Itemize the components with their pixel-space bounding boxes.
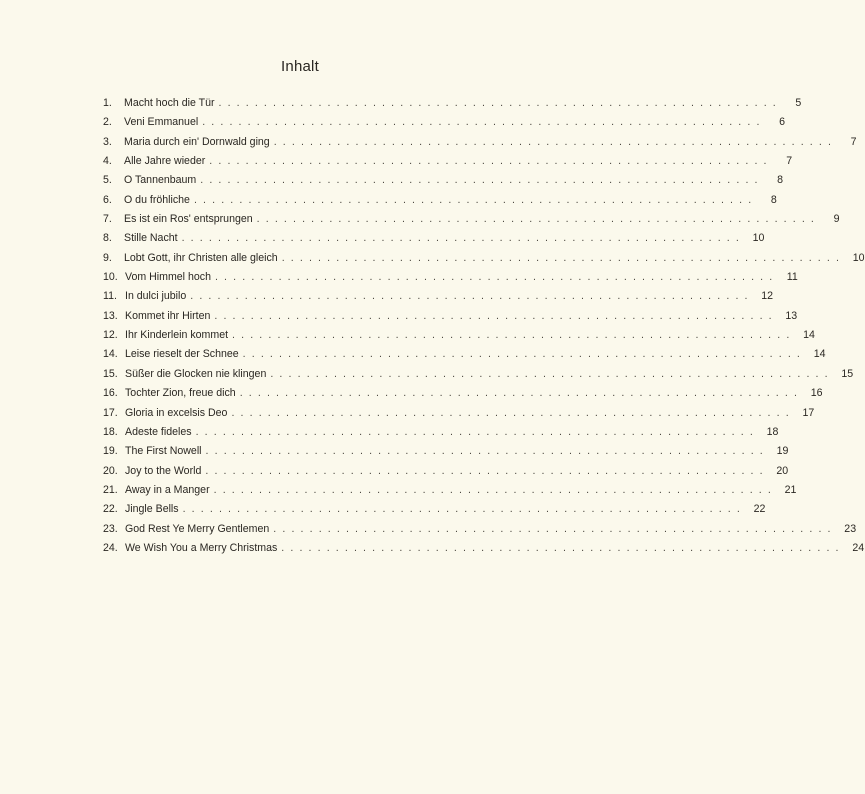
dot-leader: . . . . . . . . . . . . . . . . . . . . . . . . . . . . . . . . . . . . . . . . . . . . . . . . . . . . . . . . . . . . . . — [214, 271, 774, 284]
entry-title: Tochter Zion, freue dich — [125, 387, 236, 400]
entry-title: We Wish You a Merry Christmas — [125, 541, 278, 554]
dot-leader: . . . . . . . . . . . . . . . . . . . . . . . . . . . . . . . . . . . . . . . . . . . . . . . . . . . . . . . . . . . . . . — [190, 290, 750, 303]
entry-number: 17. — [103, 406, 118, 419]
entry-title: Lobt Gott, ihr Christen alle gleich — [124, 251, 278, 264]
entry-number: 19. — [103, 445, 118, 458]
toc-entry — [103, 503, 766, 522]
entry-title: Away in a Manger — [125, 483, 210, 496]
entry-number: 18. — [103, 425, 118, 438]
dot-leader: . . . . . . . . . . . . . . . . . . . . . . . . . . . . . . . . . . . . . . . . . . . . . . . . . . . . . . . . . . . . . . — [232, 329, 791, 342]
entry-number: 6. — [103, 193, 112, 206]
entry-title: The First Nowell — [125, 445, 202, 458]
entry-number: 7. — [103, 213, 112, 226]
entry-number: 3. — [103, 135, 112, 148]
entry-page-number: 7 — [850, 135, 857, 148]
dot-leader: . . . . . . . . . . . . . . . . . . . . . . . . . . . . . . . . . . . . . . . . . . . . . . . . . . . . . . . . . . . . . . — [195, 425, 755, 438]
entry-number: 15. — [103, 367, 118, 380]
dot-leader: . . . . . . . . . . . . . . . . . . . . . . . . . . . . . . . . . . . . . . . . . . . . . . . . . . . . . . . . . . . . . . — [193, 193, 753, 206]
entry-title: Macht hoch die Tür — [124, 97, 215, 109]
dot-leader: . . . . . . . . . . . . . . . . . . . . . . . . . . . . . . . . . . . . . . . . . . . . . . . . . . . . . . . . . . . . . . — [213, 483, 773, 496]
entry-page-number: 16 — [810, 387, 823, 400]
entry-number: 22. — [103, 503, 118, 516]
toc-entry — [103, 425, 779, 445]
entry-page-number: 21 — [784, 483, 797, 496]
entry-title: O Tannenbaum — [124, 174, 197, 187]
toc-entry — [103, 348, 826, 367]
entry-page-number: 15 — [841, 367, 854, 380]
entry-number: 14. — [103, 348, 118, 361]
entry-title: Adeste fideles — [125, 425, 192, 438]
toc-entry — [103, 290, 774, 309]
dot-leader: . . . . . . . . . . . . . . . . . . . . . . . . . . . . . . . . . . . . . . . . . . . . . . . . . . . . . . . . . . . . . . — [256, 213, 816, 226]
entry-number: 24. — [103, 541, 118, 554]
entry-page-number: 11 — [786, 271, 798, 284]
entry-page-number: 12 — [761, 290, 774, 303]
entry-number: 5. — [103, 174, 112, 187]
entry-page-number: 22 — [753, 503, 766, 516]
entry-page-number: 13 — [785, 309, 798, 322]
dot-leader: . . . . . . . . . . . . . . . . . . . . . . . . . . . . . . . . . . . . . . . . . . . . . . . . . . . . . . . . . . . . . . — [270, 367, 830, 380]
dot-leader: . . . . . . . . . . . . . . . . . . . . . . . . . . . . . . . . . . . . . . . . . . . . . . . . . . . . . . . . . . . . . . — [202, 116, 762, 129]
toc-entry — [103, 445, 789, 464]
toc-entry — [103, 367, 854, 387]
toc-entry — [103, 135, 857, 155]
entry-page-number: 17 — [802, 406, 815, 419]
toc-entry — [103, 522, 857, 542]
toc-entry — [103, 329, 815, 348]
entry-title: Leise rieselt der Schnee — [125, 348, 239, 361]
entry-number: 12. — [103, 329, 118, 342]
entry-page-number: 10 — [752, 232, 765, 245]
toc-entry — [103, 97, 802, 116]
entry-title: Jingle Bells — [125, 503, 179, 516]
dot-leader: . . . . . . . . . . . . . . . . . . . . . . . . . . . . . . . . . . . . . . . . . . . . . . . . . . . . . . . . . . . . . . — [242, 348, 802, 361]
entry-page-number: 19 — [776, 445, 789, 458]
dot-leader: . . . . . . . . . . . . . . . . . . . . . . . . . . . . . . . . . . . . . . . . . . . . . . . . . . . . . . . . . . . . . . — [273, 522, 833, 535]
dot-leader: . . . . . . . . . . . . . . . . . . . . . . . . . . . . . . . . . . . . . . . . . . . . . . . . . . . . . . . . . . . . . . — [182, 503, 742, 516]
entry-page-number: 14 — [803, 329, 815, 342]
toc-entry — [103, 271, 798, 290]
entry-page-number: 10 — [852, 251, 865, 264]
toc-entry — [103, 232, 765, 251]
entry-title: Kommet ihr Hirten — [125, 309, 211, 322]
toc-entry — [103, 387, 823, 406]
entry-number: 21. — [103, 483, 118, 496]
entry-number: 13. — [103, 309, 118, 322]
entry-title: In dulci jubilo — [125, 290, 187, 303]
entry-page-number: 23 — [844, 522, 857, 535]
entry-title: Maria durch ein' Dornwald ging — [124, 135, 270, 148]
entry-number: 20. — [103, 464, 118, 477]
entry-title: God Rest Ye Merry Gentlemen — [125, 522, 270, 535]
entry-page-number: 14 — [813, 348, 826, 361]
dot-leader: . . . . . . . . . . . . . . . . . . . . . . . . . . . . . . . . . . . . . . . . . . . . . . . . . . . . . . . . . . . . . . — [281, 251, 841, 264]
entry-page-number: 20 — [776, 464, 789, 477]
dot-leader: . . . . . . . . . . . . . . . . . . . . . . . . . . . . . . . . . . . . . . . . . . . . . . . . . . . . . . . . . . . . . . — [209, 155, 769, 168]
toc-entry — [103, 541, 865, 561]
entry-page-number: 8 — [770, 193, 777, 206]
entry-title: Alle Jahre wieder — [124, 155, 206, 168]
toc-entry — [103, 309, 798, 329]
toc-entry — [103, 213, 840, 232]
dot-leader: . . . . . . . . . . . . . . . . . . . . . . . . . . . . . . . . . . . . . . . . . . . . . . . . . . . . . . . . . . . . . . — [218, 97, 778, 109]
entry-number: 1. — [103, 97, 112, 109]
toc-entry — [103, 155, 793, 174]
dot-leader: . . . . . . . . . . . . . . . . . . . . . . . . . . . . . . . . . . . . . . . . . . . . . . . . . . . . . . . . . . . . . . — [200, 174, 760, 187]
entry-page-number: 5 — [795, 97, 802, 109]
toc-entry — [103, 464, 789, 484]
page-title: Inhalt — [281, 58, 319, 75]
entry-title: Süßer die Glocken nie klingen — [125, 367, 267, 380]
dot-leader: . . . . . . . . . . . . . . . . . . . . . . . . . . . . . . . . . . . . . . . . . . . . . . . . . . . . . . . . . . . . . . — [205, 464, 765, 477]
entry-title: Vom Himmel hoch — [125, 271, 211, 284]
dot-leader: . . . . . . . . . . . . . . . . . . . . . . . . . . . . . . . . . . . . . . . . . . . . . . . . . . . . . . . . . . . . . . — [239, 387, 799, 400]
dot-leader: . . . . . . . . . . . . . . . . . . . . . . . . . . . . . . . . . . . . . . . . . . . . . . . . . . . . . . . . . . . . . . — [214, 309, 774, 322]
dot-leader: . . . . . . . . . . . . . . . . . . . . . . . . . . . . . . . . . . . . . . . . . . . . . . . . . . . . . . . . . . . . . . — [205, 445, 765, 458]
entry-page-number: 8 — [777, 174, 784, 187]
entry-title: Ihr Kinderlein kommet — [125, 329, 229, 342]
dot-leader: . . . . . . . . . . . . . . . . . . . . . . . . . . . . . . . . . . . . . . . . . . . . . . . . . . . . . . . . . . . . . . — [181, 232, 741, 245]
entry-title: Es ist ein Ros' entsprungen — [124, 213, 253, 226]
entry-number: 23. — [103, 522, 118, 535]
dot-leader: . . . . . . . . . . . . . . . . . . . . . . . . . . . . . . . . . . . . . . . . . . . . . . . . . . . . . . . . . . . . . . — [281, 541, 841, 554]
entry-page-number: 7 — [786, 155, 793, 168]
entry-title: Stille Nacht — [124, 232, 178, 245]
entry-title: O du fröhliche — [124, 193, 190, 206]
entry-page-number: 6 — [779, 116, 786, 129]
dot-leader: . . . . . . . . . . . . . . . . . . . . . . . . . . . . . . . . . . . . . . . . . . . . . . . . . . . . . . . . . . . . . . — [273, 135, 833, 148]
entry-title: Joy to the World — [125, 464, 202, 477]
dot-leader: . . . . . . . . . . . . . . . . . . . . . . . . . . . . . . . . . . . . . . . . . . . . . . . . . . . . . . . . . . . . . . — [231, 406, 791, 419]
entry-number: 4. — [103, 155, 112, 168]
entry-page-number: 24 — [852, 541, 865, 554]
toc-entry — [103, 116, 786, 135]
entry-number: 8. — [103, 232, 112, 245]
toc-entry — [103, 174, 784, 193]
entry-number: 10. — [103, 271, 118, 284]
toc-entry — [103, 406, 815, 426]
entry-title: Veni Emmanuel — [124, 116, 199, 129]
table-of-contents — [103, 97, 865, 561]
entry-number: 11. — [103, 290, 117, 303]
entry-number: 9. — [103, 251, 112, 264]
entry-title: Gloria in excelsis Deo — [125, 406, 228, 419]
entry-page-number: 18 — [766, 425, 779, 438]
toc-entry — [103, 193, 777, 213]
entry-number: 16. — [103, 387, 118, 400]
entry-page-number: 9 — [833, 213, 840, 226]
entry-number: 2. — [103, 116, 112, 129]
toc-entry — [103, 483, 797, 503]
toc-entry — [103, 251, 865, 271]
